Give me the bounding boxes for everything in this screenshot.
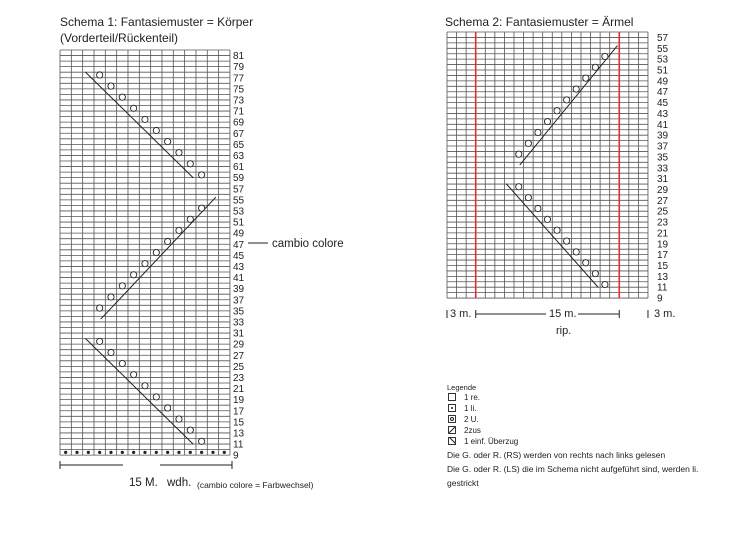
yarn-over-mark: [131, 105, 137, 111]
schema2-rib-label: rip.: [556, 325, 572, 337]
yarn-over-mark: [199, 172, 205, 178]
yarn-over-mark: [573, 249, 579, 255]
schema2-title: Schema 2: Fantasiemuster = Ärmel: [445, 15, 634, 29]
decrease-diagonal: [101, 197, 216, 319]
schema1-row-label: 35: [233, 306, 245, 318]
schema1-stitch-count: 15 M.: [129, 477, 158, 489]
schema2-row-label: 45: [657, 98, 669, 110]
schema2-row-label: 35: [657, 152, 669, 164]
yarn-over-mark: [592, 64, 598, 70]
purl-mark: [166, 451, 169, 454]
yarn-over-mark: [573, 86, 579, 92]
schema1-row-label: 45: [233, 250, 245, 262]
purl-mark: [223, 451, 226, 454]
yarn-over-mark: [97, 338, 103, 344]
purl-mark: [98, 451, 101, 454]
schema1-row-label: 31: [233, 328, 245, 340]
schema1-row-label: 65: [233, 139, 245, 151]
schema2-row-label: 29: [657, 184, 669, 196]
schema2-row-label: 41: [657, 119, 669, 131]
schema2-row-label: 21: [657, 228, 669, 240]
purl-mark: [75, 451, 78, 454]
schema1-row-label: 81: [233, 51, 245, 63]
legend-item-label: 1 re.: [464, 393, 481, 402]
yarn-over-mark: [142, 383, 148, 389]
schema1-row-label: 75: [233, 84, 245, 96]
legend-title: Legende: [447, 383, 477, 392]
schema1-row-label: 39: [233, 284, 245, 296]
yarn-over-mark: [97, 305, 103, 311]
purl-mark: [211, 451, 214, 454]
yarn-over-mark: [544, 118, 550, 124]
purl-mark: [177, 451, 180, 454]
empty-box-icon: [448, 393, 456, 401]
yarn-over-mark: [119, 94, 125, 100]
schema2-row-label: 17: [657, 250, 669, 262]
yarn-over-mark: [592, 271, 598, 277]
schema2-row-label: 25: [657, 206, 669, 218]
schema1-row-label: 49: [233, 228, 245, 240]
yarn-over-mark: [516, 151, 522, 157]
purl-mark: [121, 451, 124, 454]
legend-note-ws-cont: gestrickt: [447, 478, 479, 488]
schema1-repeat-label: wdh.: [167, 477, 192, 489]
schema2-row-label: 55: [657, 43, 669, 55]
schema2-row-label: 39: [657, 130, 669, 142]
yarn-over-mark: [142, 116, 148, 122]
schema1-row-label: 11: [233, 439, 244, 451]
schema2-row-label: 51: [657, 65, 669, 77]
yarn-over-mark: [525, 140, 531, 146]
schema1-row-label: 57: [233, 184, 245, 196]
schema1-row-label: 77: [233, 73, 245, 85]
legend-item-label: 2zus: [464, 426, 481, 435]
purl-mark: [87, 451, 90, 454]
purl-mark: [189, 451, 192, 454]
yarn-over-mark: [583, 75, 589, 81]
yarn-over-mark: [199, 205, 205, 211]
schema1-row-label: 17: [233, 406, 245, 418]
schema2-row-label: 19: [657, 239, 669, 251]
legend-item-label: 2 U.: [464, 415, 479, 424]
dot-box-icon: [448, 404, 456, 412]
purl-mark: [64, 451, 67, 454]
schema1-row-label: 79: [233, 62, 245, 74]
yarn-over-mark: [153, 249, 159, 255]
schema1-row-label: 37: [233, 295, 245, 307]
schema2-right-edge-label: 3 m.: [654, 308, 676, 320]
schema1-row-label: 15: [233, 417, 245, 429]
schema1-row-label: 73: [233, 95, 245, 107]
schema1-row-label: 29: [233, 339, 245, 351]
schema1-row-label: 19: [233, 395, 245, 407]
yarn-over-mark: [176, 150, 182, 156]
yarn-over-mark: [119, 283, 125, 289]
schema2-row-label: 43: [657, 108, 669, 120]
schema2-row-label: 9: [657, 293, 663, 305]
schema2-row-label: 13: [657, 271, 669, 283]
yarn-over-mark: [108, 83, 114, 89]
yarn-over-mark: [187, 427, 193, 433]
purl-mark: [155, 451, 158, 454]
yarn-over-mark: [176, 416, 182, 422]
schema2-row-label: 11: [657, 282, 668, 294]
yarn-over-mark: [525, 195, 531, 201]
yarn-over-mark: [564, 97, 570, 103]
schema1-row-label: 51: [233, 217, 245, 229]
schema1-row-label: 21: [233, 384, 245, 396]
schema1-row-label: 23: [233, 372, 245, 384]
yarn-over-mark: [535, 129, 541, 135]
purl-mark: [143, 451, 146, 454]
yarn-over-mark: [583, 260, 589, 266]
schema1-color-note: (cambio colore = Farbwechsel): [197, 480, 314, 490]
schema1-row-label: 69: [233, 117, 245, 129]
schema2-center-label: 15 m.: [549, 308, 577, 320]
schema1-row-label: 27: [233, 350, 245, 362]
schema1-row-label: 47: [233, 239, 245, 251]
schema2-row-label: 15: [657, 260, 669, 272]
schema2-row-label: 37: [657, 141, 669, 153]
schema2-row-label: 57: [657, 32, 669, 44]
yarn-over-mark: [602, 281, 608, 287]
schema2-left-edge-label: 3 m.: [450, 308, 472, 320]
yarn-over-mark: [153, 127, 159, 133]
yarn-over-mark: [153, 394, 159, 400]
schema1-title: Schema 1: Fantasiemuster = Körper: [60, 15, 254, 29]
legend-item-label: 1 li.: [464, 404, 477, 413]
purl-mark: [109, 451, 112, 454]
yarn-over-mark: [108, 294, 114, 300]
yarn-over-mark: [165, 238, 171, 244]
yarn-over-mark: [97, 72, 103, 78]
schema1-row-label: 43: [233, 261, 245, 273]
yarn-over-mark: [131, 372, 137, 378]
schema1-row-label: 59: [233, 173, 245, 185]
yarn-over-mark: [516, 184, 522, 190]
legend-item-label: 1 einf. Überzug: [464, 437, 519, 446]
yarn-over-mark: [602, 53, 608, 59]
yarn-over-mark: [165, 405, 171, 411]
yarn-over-mark: [554, 227, 560, 233]
schema1-subtitle: (Vorderteil/Rückenteil): [60, 31, 179, 45]
schema2-row-label: 47: [657, 87, 669, 99]
yarn-over-mark: [544, 216, 550, 222]
schema2-row-label: 33: [657, 163, 669, 175]
yarn-over-mark: [131, 272, 137, 278]
schema2-row-label: 31: [657, 174, 669, 186]
schema1-row-label: 63: [233, 150, 245, 162]
schema1-row-label: 61: [233, 162, 245, 174]
schema1-row-label: 33: [233, 317, 245, 329]
schema1-row-label: 9: [233, 450, 239, 462]
ring-box-icon: [448, 415, 456, 423]
yarn-over-mark: [165, 138, 171, 144]
backslash-box-icon: [448, 437, 456, 445]
schema2-row-label: 23: [657, 217, 669, 229]
yarn-over-mark: [187, 161, 193, 167]
yarn-over-mark: [199, 438, 205, 444]
yarn-over-mark: [119, 360, 125, 366]
yarn-over-mark: [554, 108, 560, 114]
color-change-callout: cambio colore: [272, 238, 344, 250]
schema1-row-label: 53: [233, 206, 245, 218]
legend-note-rs: Die G. oder R. (RS) werden von rechts nach links gelesen: [447, 450, 666, 460]
slash-box-icon: [448, 426, 456, 434]
schema1-row-label: 13: [233, 428, 245, 440]
yarn-over-mark: [108, 349, 114, 355]
yarn-over-mark: [564, 238, 570, 244]
purl-mark: [200, 451, 203, 454]
yarn-over-mark: [535, 205, 541, 211]
schema1-row-label: 55: [233, 195, 245, 207]
decrease-diagonal: [520, 46, 618, 165]
schema1-row-label: 41: [233, 273, 245, 285]
schema2-row-label: 27: [657, 195, 669, 207]
schema2-row-label: 53: [657, 54, 669, 66]
legend-note-ws: Die G. oder R. (LS) die im Schema nicht aufgeführt sind, werden li.: [447, 464, 699, 474]
yarn-over-mark: [142, 261, 148, 267]
schema1-row-label: 71: [233, 106, 245, 118]
schema1-row-label: 25: [233, 361, 245, 373]
schema1-row-label: 67: [233, 128, 245, 140]
purl-mark: [132, 451, 135, 454]
yarn-over-mark: [176, 227, 182, 233]
schema2-row-label: 49: [657, 76, 669, 88]
yarn-over-mark: [187, 216, 193, 222]
